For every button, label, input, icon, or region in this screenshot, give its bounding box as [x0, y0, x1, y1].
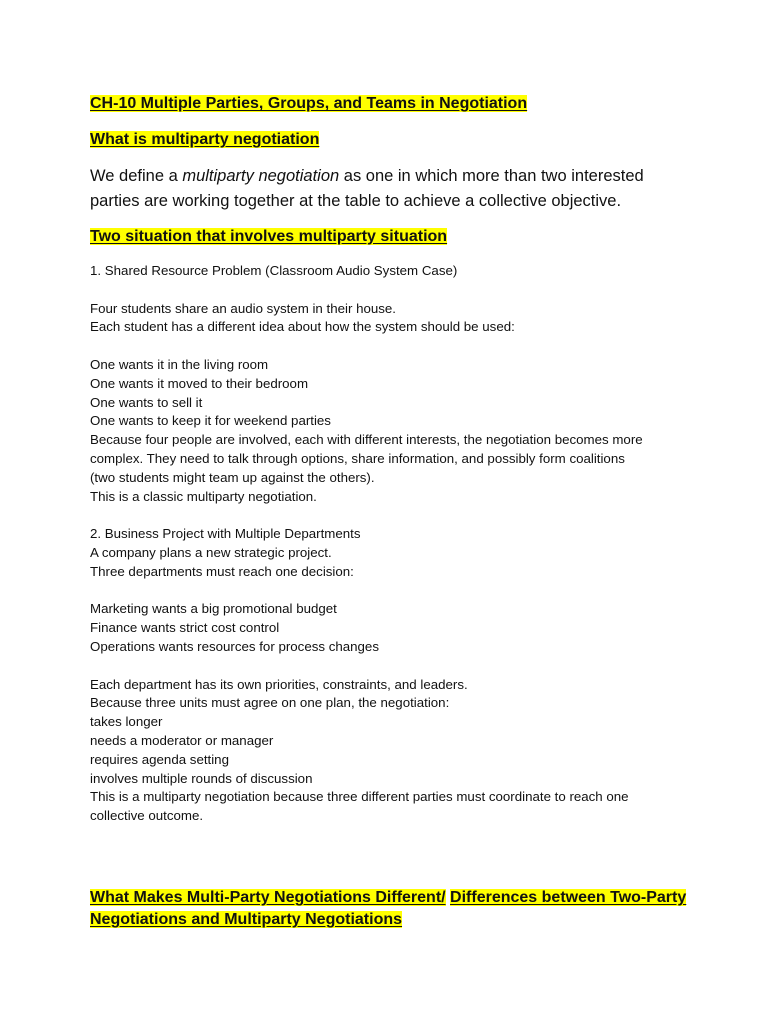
- body-line: This is a multiparty negotiation because three different parties must coordinate to reach one: [90, 789, 629, 805]
- definition-paragraph: [90, 164, 690, 214]
- body-line: takes longer: [90, 714, 163, 730]
- section-heading-differences-part1: What Makes Multi-Party Negotiations Different/: [90, 889, 446, 906]
- body-line: (two students might team up against the others).: [90, 469, 375, 485]
- blank-line: [90, 281, 690, 300]
- definition-before: We define a: [90, 167, 183, 185]
- blank-line: [90, 337, 690, 356]
- blank-line: [90, 657, 690, 676]
- body-line: involves multiple rounds of discussion: [90, 770, 313, 786]
- body-line: Marketing wants a big promotional budget: [90, 601, 337, 617]
- section-heading-differences-part2: Differences between Two-Party Negotiations and Multiparty Negotiations: [90, 889, 687, 928]
- body-line: Each student has a different idea about how the system should be used:: [90, 319, 515, 335]
- section-heading-differences: [90, 887, 690, 931]
- body-line: Because three units must agree on one plan, the negotiation:: [90, 695, 450, 711]
- body-text: [90, 262, 690, 826]
- document-title: [90, 94, 527, 114]
- section-heading-situations: [90, 227, 447, 247]
- blank-line: [90, 582, 690, 601]
- body-line: One wants it moved to their bedroom: [90, 375, 309, 391]
- definition-after: as one in which more than two interested parties are working together at the table to achieve a collective objective.: [90, 167, 644, 210]
- section-heading-what-is: [90, 130, 319, 150]
- document-title-text: CH-10 Multiple Parties, Groups, and Teams in Negotiation: [90, 95, 528, 112]
- body-line: Operations wants resources for process changes: [90, 638, 379, 654]
- body-line: One wants to keep it for weekend parties: [90, 413, 331, 429]
- body-line: Three departments must reach one decision:: [90, 563, 354, 579]
- body-line: 2. Business Project with Multiple Departments: [90, 526, 361, 542]
- body-line: Because four people are involved, each with different interests, the negotiation becomes more: [90, 432, 643, 448]
- body-line: collective outcome.: [90, 808, 204, 824]
- body-line: requires agenda setting: [90, 751, 229, 767]
- body-line: One wants to sell it: [90, 394, 203, 410]
- definition-term: multiparty negotiation: [182, 167, 340, 185]
- body-line: needs a moderator or manager: [90, 732, 274, 748]
- body-line: Finance wants strict cost control: [90, 620, 280, 636]
- blank-line: [90, 506, 690, 525]
- body-line: complex. They need to talk through options, share information, and possibly form coalitions: [90, 450, 625, 466]
- section-heading-what-is-text: What is multiparty negotiation: [90, 131, 320, 148]
- body-line: A company plans a new strategic project.: [90, 544, 332, 560]
- body-line: Each department has its own priorities, constraints, and leaders.: [90, 676, 468, 692]
- body-line: This is a classic multiparty negotiation.: [90, 488, 317, 504]
- body-line: 1. Shared Resource Problem (Classroom Audio System Case): [90, 263, 458, 278]
- body-line: Four students share an audio system in their house.: [90, 300, 396, 316]
- section-heading-situations-text: Two situation that involves multiparty situation: [90, 228, 448, 245]
- body-line: One wants it in the living room: [90, 356, 269, 372]
